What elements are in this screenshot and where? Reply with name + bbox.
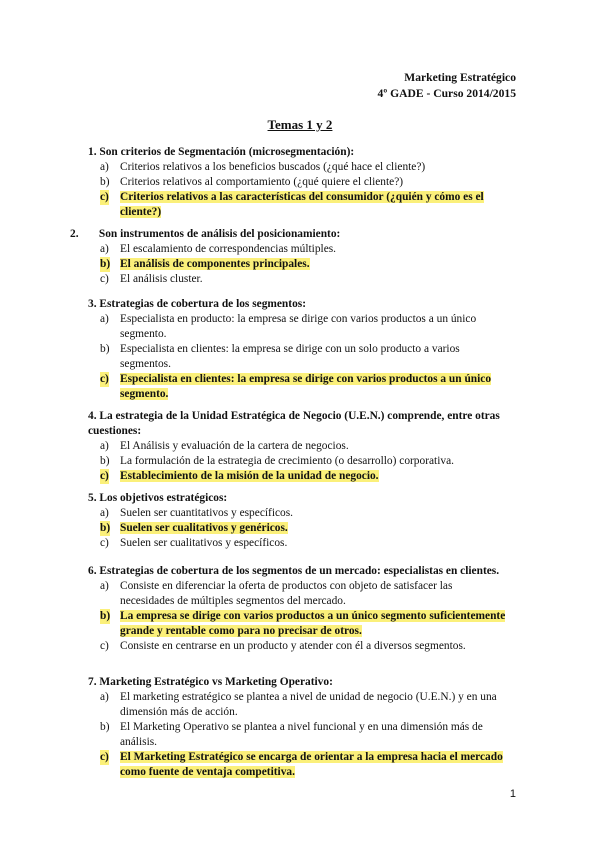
option-c-correct: c) Criterios relativos a las características del consumidor (¿quién y cómo es el cliente?) (100, 191, 484, 218)
question-text: Marketing Estratégico vs Marketing Operativo: (99, 676, 333, 688)
course-name: Marketing Estratégico (404, 71, 516, 84)
option-c-correct: c) Establecimiento de la misión de la unidad de negocio. (100, 470, 379, 482)
question-number: 1. (88, 146, 97, 158)
question-text: Son criterios de Segmentación (microsegmentación): (99, 146, 355, 158)
question-1 (88, 145, 508, 220)
page-title: Temas 1 y 2 (267, 117, 333, 132)
question-text: Estrategias de cobertura de los segmentos: (99, 298, 306, 310)
question-number: 4. (88, 410, 97, 422)
question-6 (88, 564, 508, 654)
question-text: Son instrumentos de análisis del posicionamiento: (98, 228, 341, 240)
option-a: a) El escalamiento de correspondencias múltiples. (100, 243, 337, 255)
option-b-correct: b) El análisis de componentes principales. (100, 258, 310, 270)
option-b: b) Especialista en clientes: la empresa se dirige con un solo producto a varios segmentos. (100, 343, 460, 370)
page-number: 1 (509, 788, 516, 800)
document-header (378, 70, 516, 102)
question-number: 7. (88, 676, 97, 688)
option-b: b) Criterios relativos al comportamiento (¿qué quiere el cliente?) (100, 176, 404, 188)
option-a: a) Criterios relativos a los beneficios buscados (¿qué hace el cliente?) (100, 161, 426, 173)
question-4 (88, 409, 508, 484)
question-number: 6. (88, 565, 97, 577)
question-text: Estrategias de cobertura de los segmentos de un mercado: especialistas en clientes. (99, 565, 500, 577)
option-b: b) La formulación de la estrategia de crecimiento (o desarrollo) corporativa. (100, 455, 454, 467)
option-c: c) El análisis cluster. (100, 273, 203, 285)
option-a: a) El marketing estratégico se plantea a nivel de unidad de negocio (U.E.N.) y en una dimensión más de acción. (100, 691, 497, 718)
option-c-correct: c) Especialista en clientes: la empresa se dirige con varios productos a un único segmento. (100, 373, 492, 400)
question-number: 5. (88, 492, 97, 504)
option-a: a) Consiste en diferenciar la oferta de productos con objeto de satisfacer las necesidades de múltiples segmentos del mercado. (100, 580, 453, 607)
question-text: La estrategia de la Unidad Estratégica de Negocio (U.E.N.) comprende, entre otras cuestiones: (88, 410, 500, 437)
question-title (70, 227, 508, 242)
option-a: a) Especialista en producto: la empresa se dirige con varios productos a un único segmento. (100, 313, 477, 340)
question-title (88, 564, 508, 579)
question-7 (88, 675, 508, 780)
course-year: 4º GADE - Curso 2014/2015 (377, 87, 516, 100)
question-text: Los objetivos estratégicos: (99, 492, 228, 504)
question-title (88, 491, 508, 506)
question-2 (70, 227, 508, 287)
question-number: 3. (88, 298, 97, 310)
option-c: c) Suelen ser cualitativos y específicos. (100, 537, 288, 549)
option-c-correct: c) El Marketing Estratégico se encarga de orientar a la empresa hacia el mercado como fuente de ventaja competitiva. (100, 751, 503, 778)
option-b-correct: b) Suelen ser cualitativos y genéricos. (100, 522, 288, 534)
question-5 (88, 491, 508, 551)
option-b: b) El Marketing Operativo se plantea a nivel funcional y en una dimensión más de análisis. (100, 721, 483, 748)
option-a: a) El Análisis y evaluación de la cartera de negocios. (100, 440, 349, 452)
question-title (88, 675, 508, 690)
question-3 (88, 297, 508, 402)
question-title (88, 297, 508, 312)
option-a: a) Suelen ser cuantitativos y específicos. (100, 507, 294, 519)
question-title (88, 145, 508, 160)
question-title (88, 409, 508, 439)
option-c: c) Consiste en centrarse en un producto y atender con él a diversos segmentos. (100, 640, 466, 652)
question-number: 2. (70, 228, 79, 240)
option-b-correct: b) La empresa se dirige con varios productos a un único segmento suficientemente grande y rentable como para no precisar de otros. (100, 610, 506, 637)
